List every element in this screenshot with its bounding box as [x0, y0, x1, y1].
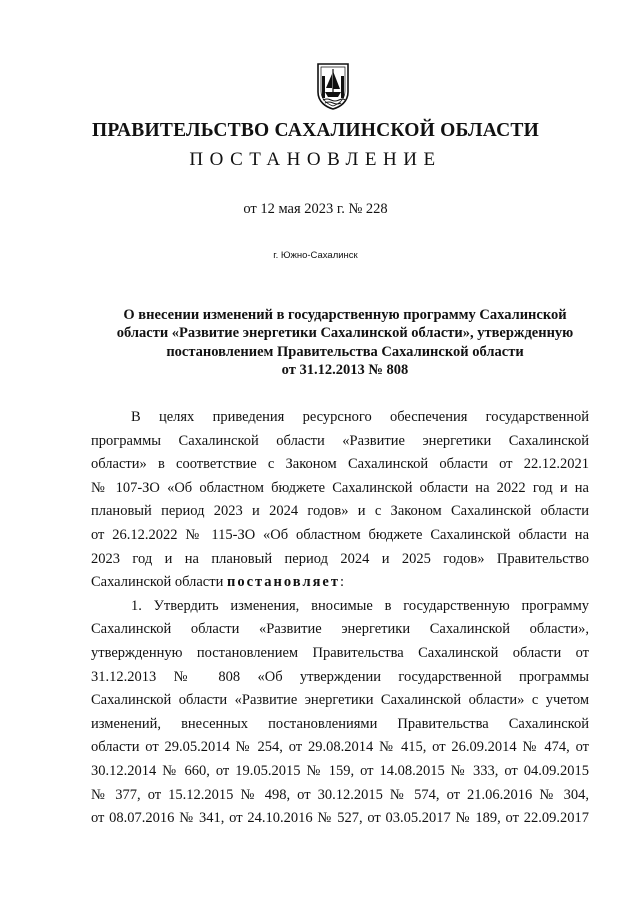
body-line: № 377, от 15.12.2015 № 498, от 30.12.2015 № 574, от 21.06.2016 № 304,	[91, 786, 589, 803]
subject-line: постановлением Правительства Сахалинской области	[166, 343, 524, 360]
body-line-decree	[91, 571, 589, 595]
preamble-paragraph	[91, 406, 589, 595]
subject-line: от 31.12.2013 № 808	[281, 361, 409, 378]
document-date-number: от 12 мая 2023 г. № 228	[243, 201, 388, 217]
body-line: Сахалинской области «Развитие энергетики Сахалинской области» с учетом	[91, 692, 589, 709]
subject-line: О внесении изменений в государственную программу Сахалинской	[123, 307, 567, 323]
body-line: плановый период 2023 и 2024 годов» и с Законом Сахалинской области	[91, 503, 589, 520]
body-line: от 08.07.2016 № 341, от 24.10.2016 № 527, от 03.05.2017 № 189, от 22.09.2017	[91, 810, 589, 827]
body-line: 2023 год и на плановый период 2024 и 2025 годов» Правительство	[91, 550, 589, 567]
government-title: ПРАВИТЕЛЬСТВО САХАЛИНСКОЙ ОБЛАСТИ	[92, 120, 539, 141]
decree-line-suffix: :	[339, 574, 345, 591]
sakhalin-coat-of-arms-icon	[315, 62, 351, 110]
body-line: 1. Утвердить изменения, вносимые в государственную программу	[131, 597, 589, 614]
body-line: 30.12.2014 № 660, от 19.05.2015 № 159, от 14.08.2015 № 333, от 04.09.2015	[91, 762, 589, 779]
body-line: от 26.12.2022 № 115-ЗО «Об областном бюджете Сахалинской области на	[91, 526, 589, 543]
body-line: области» в соответствие с Законом Сахалинской области от 22.12.2021	[91, 456, 589, 473]
subject-line: области «Развитие энергетики Сахалинской области», утвержденную	[116, 325, 574, 342]
body-line: изменений, внесенных постановлениями Правительства Сахалинской	[91, 715, 589, 732]
body-line: Сахалинской области «Развитие энергетики Сахалинской области»,	[91, 621, 589, 638]
document-body	[91, 406, 589, 831]
body-line: программы Сахалинской области «Развитие энергетики Сахалинской	[91, 432, 589, 449]
document-type: ПОСТАНОВЛЕНИЕ	[189, 149, 442, 170]
body-line: № 107-ЗО «Об областном бюджете Сахалинской области на 2022 год и на	[91, 479, 589, 496]
item-1-paragraph	[91, 595, 589, 831]
document-city: г. Южно-Сахалинск	[273, 250, 358, 261]
body-line: области от 29.05.2014 № 254, от 29.08.2014 № 415, от 26.09.2014 № 474, от	[91, 739, 589, 756]
body-line: В целях приведения ресурсного обеспечения государственной	[131, 409, 589, 425]
body-line: утвержденную постановлением Правительства Сахалинской области от	[91, 644, 589, 661]
decree-word: постановляет	[226, 574, 340, 591]
document-subject	[95, 306, 595, 379]
decree-line-prefix: Сахалинской области	[91, 574, 227, 591]
body-line: 31.12.2013 № 808 «Об утверждении государственной программы	[91, 668, 589, 685]
